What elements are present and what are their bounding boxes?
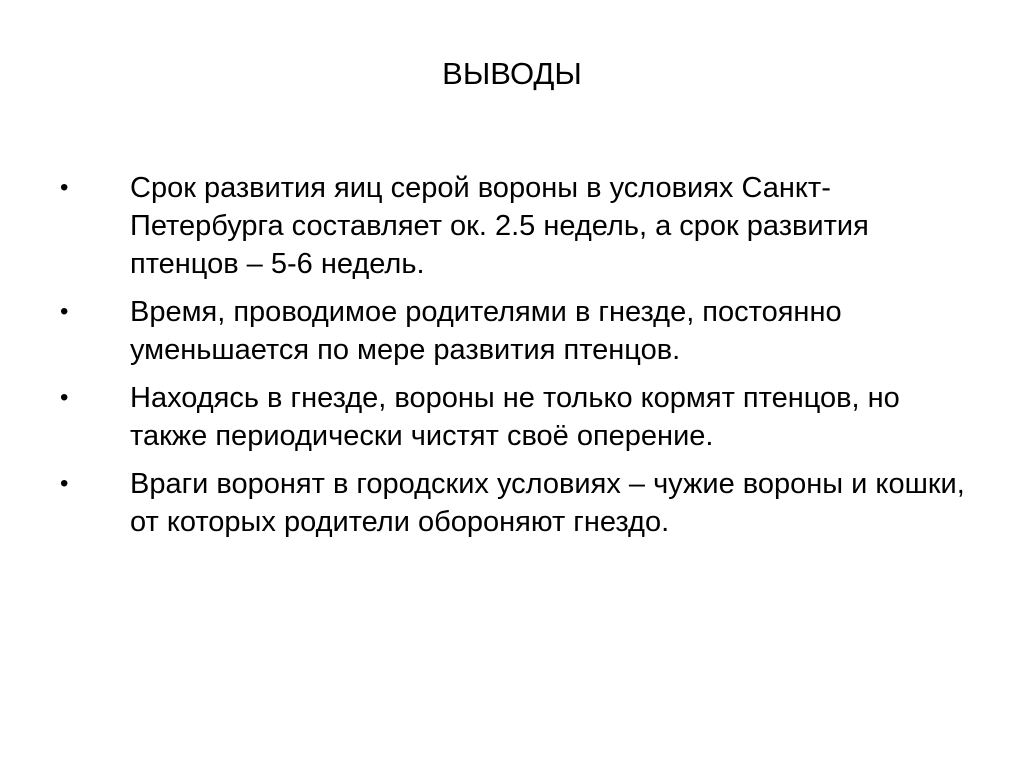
slide-title: ВЫВОДЫ	[442, 56, 582, 91]
bullet-icon: •	[60, 470, 69, 497]
bullet-item	[60, 169, 970, 283]
bullet-item	[60, 465, 970, 541]
bullet-text: Находясь в гнезде, вороны не только кормят птенцов, но также периодически чистят своё оперение.	[130, 382, 900, 452]
bullet-text: Враги воронят в городских условиях – чужие вороны и кошки, от которых родители обороняют гнездо.	[130, 468, 965, 538]
bullet-icon: •	[60, 384, 69, 411]
bullet-icon: •	[60, 298, 69, 325]
bullet-icon: •	[60, 174, 69, 201]
bullet-text: Время, проводимое родителями в гнезде, постоянно уменьшается по мере развития птенцов.	[130, 296, 842, 366]
bullet-text: Срок развития яиц серой вороны в условиях Санкт-Петербурга составляет ок. 2.5 недель, а срок развития птенцов – 5-6 недель.	[130, 172, 869, 280]
bullet-item	[60, 293, 970, 369]
bullet-item	[60, 379, 970, 455]
bullet-list	[60, 169, 970, 551]
